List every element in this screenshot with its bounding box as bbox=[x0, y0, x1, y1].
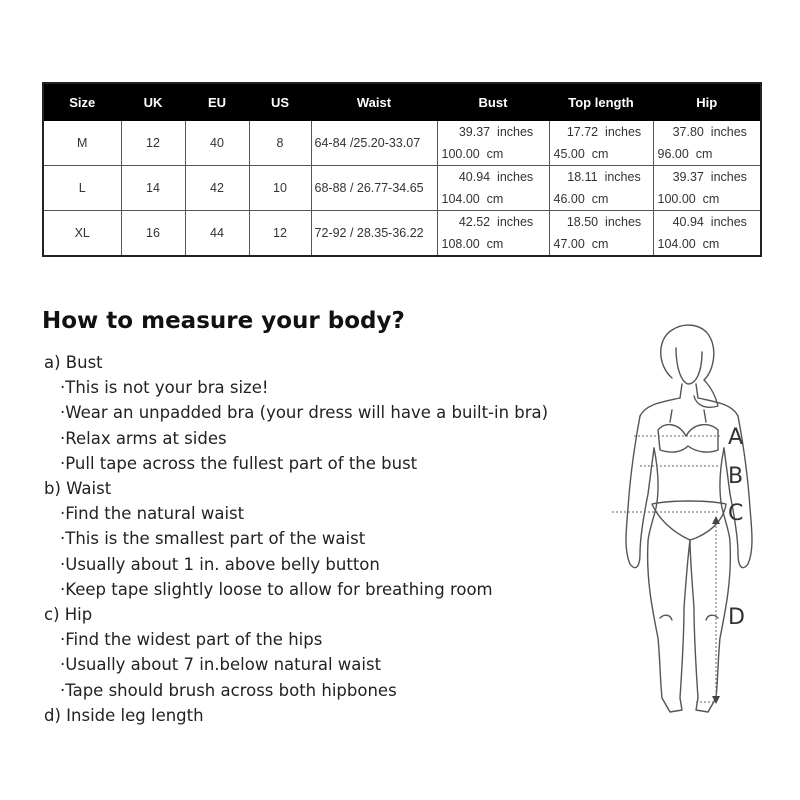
section-heading: d) Inside leg length bbox=[44, 705, 204, 725]
header-uk: UK bbox=[121, 83, 185, 121]
value-inches: 18.11 inches bbox=[567, 170, 641, 184]
value-inches: 18.50 inches bbox=[566, 215, 642, 229]
cell-uk: 14 bbox=[121, 166, 185, 211]
section-heading: a) Bust bbox=[44, 353, 103, 372]
cell-eu: 44 bbox=[185, 211, 249, 257]
value-inches: 17.72 inches bbox=[566, 125, 642, 139]
measure-tip: ·Pull tape across the fullest part of the bust bbox=[60, 453, 418, 473]
table-header-row bbox=[43, 83, 761, 121]
cell-size: M bbox=[43, 121, 121, 166]
cell-size: XL bbox=[43, 211, 121, 257]
label-a: A bbox=[728, 425, 744, 450]
measure-tip: ·Find the natural waist bbox=[60, 504, 245, 524]
value-cm: 100.00 cm bbox=[657, 192, 720, 206]
measure-tip: ·Tape should brush across both hipbones bbox=[60, 680, 397, 700]
measure-tip: ·Keep tape slightly loose to allow for breathing room bbox=[60, 579, 493, 599]
right-leg bbox=[690, 540, 730, 712]
table-row bbox=[43, 121, 761, 166]
label-c: C bbox=[728, 501, 744, 526]
torso-left bbox=[648, 448, 658, 542]
header-bust: Bust bbox=[437, 83, 549, 121]
value-cm: 47.00 cm bbox=[553, 237, 609, 251]
header-hip: Hip bbox=[653, 83, 761, 121]
cell-bust bbox=[437, 211, 549, 257]
label-d: D bbox=[728, 605, 745, 630]
measure-tip: ·Usually about 1 in. above belly button bbox=[60, 554, 380, 574]
size-chart-table bbox=[42, 82, 762, 257]
value-cm: 45.00 cm bbox=[553, 147, 609, 161]
section-heading: b) Waist bbox=[44, 479, 112, 499]
value-inches: 40.94 inches bbox=[672, 215, 747, 229]
header-size: Size bbox=[43, 83, 121, 121]
measure-guide-list bbox=[42, 350, 548, 728]
value-inches: 42.52 inches bbox=[458, 215, 534, 229]
left-arm bbox=[626, 416, 654, 568]
cell-eu: 42 bbox=[185, 166, 249, 211]
left-shoulder bbox=[640, 398, 680, 416]
guide-title: How to measure your body? bbox=[42, 308, 405, 334]
torso-right bbox=[720, 448, 730, 542]
knees bbox=[660, 615, 718, 620]
measure-tip: ·Relax arms at sides bbox=[60, 428, 227, 448]
left-leg bbox=[648, 540, 690, 712]
cell-bust bbox=[437, 166, 549, 211]
inseam-arrow-top bbox=[712, 516, 720, 524]
section-heading: c) Hip bbox=[44, 605, 93, 625]
hair-outline bbox=[661, 325, 718, 407]
cell-us: 10 bbox=[249, 166, 311, 211]
cell-size: L bbox=[43, 166, 121, 211]
measure-tip: ·This is the smallest part of the waist bbox=[60, 529, 366, 549]
neck bbox=[680, 384, 698, 398]
header-eu: EU bbox=[185, 83, 249, 121]
header-top-length: Top length bbox=[549, 83, 653, 121]
value-inches: 40.94 inches bbox=[458, 170, 534, 184]
header-us: US bbox=[249, 83, 311, 121]
header-waist: Waist bbox=[311, 83, 437, 121]
measure-tip: ·Wear an unpadded bra (your dress will have a built-in bra) bbox=[60, 403, 549, 423]
cell-bust bbox=[437, 121, 549, 166]
cell-uk: 12 bbox=[121, 121, 185, 166]
value-inches: 37.80 inches bbox=[672, 125, 747, 139]
label-b: B bbox=[728, 464, 744, 489]
value-cm: 96.00 cm bbox=[657, 147, 713, 161]
value-inches: 39.37 inches bbox=[672, 170, 747, 184]
measure-tip: ·This is not your bra size! bbox=[60, 378, 269, 398]
measure-tip: ·Find the widest part of the hips bbox=[60, 630, 323, 650]
value-cm: 104.00 cm bbox=[441, 192, 504, 206]
cell-waist: 68-88 / 26.77-34.65 bbox=[311, 166, 437, 211]
value-cm: 100.00 cm bbox=[441, 147, 504, 161]
value-cm: 104.00 cm bbox=[657, 237, 720, 251]
cell-uk: 16 bbox=[121, 211, 185, 257]
cell-hip bbox=[653, 211, 761, 257]
bra bbox=[658, 410, 718, 452]
cell-us: 12 bbox=[249, 211, 311, 257]
value-cm: 108.00 cm bbox=[441, 237, 504, 251]
cell-us: 8 bbox=[249, 121, 311, 166]
table-row bbox=[43, 166, 761, 211]
face-outline bbox=[676, 348, 702, 384]
cell-top-length bbox=[549, 211, 653, 257]
table-row bbox=[43, 211, 761, 257]
cell-top-length bbox=[549, 121, 653, 166]
cell-hip bbox=[653, 121, 761, 166]
body-figure-illustration bbox=[600, 318, 790, 738]
cell-waist: 64-84 /25.20-33.07 bbox=[311, 121, 437, 166]
value-cm: 46.00 cm bbox=[553, 192, 609, 206]
cell-waist: 72-92 / 28.35-36.22 bbox=[311, 211, 437, 257]
cell-eu: 40 bbox=[185, 121, 249, 166]
cell-hip bbox=[653, 166, 761, 211]
value-inches: 39.37 inches bbox=[458, 125, 534, 139]
measure-tip: ·Usually about 7 in.below natural waist bbox=[60, 655, 382, 675]
cell-top-length bbox=[549, 166, 653, 211]
